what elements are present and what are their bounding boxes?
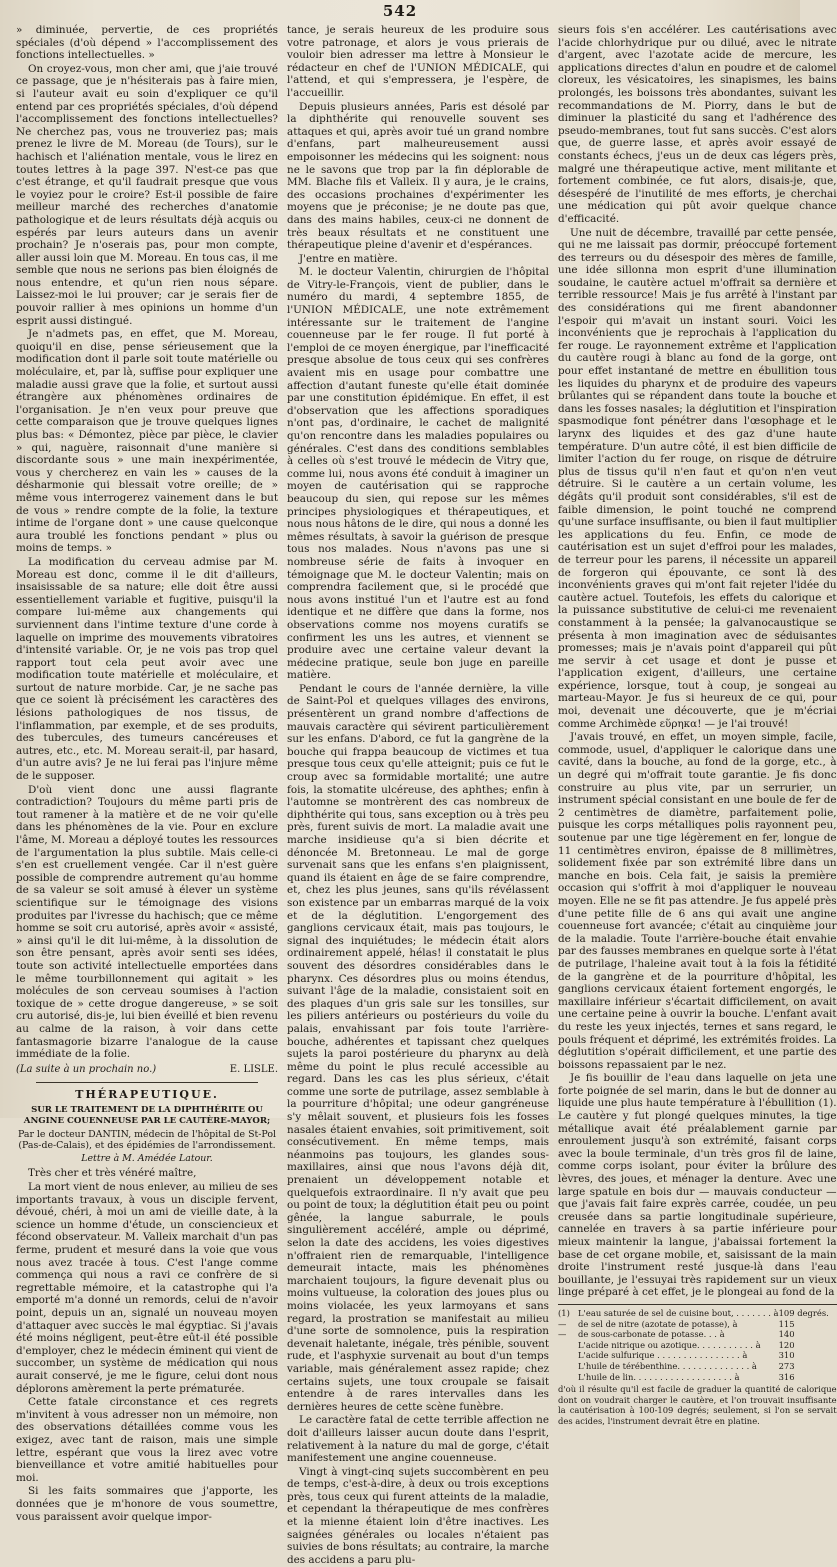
author-name: E. LISLE.	[229, 1063, 278, 1075]
column-3	[558, 24, 837, 1567]
paragraph: J'entre en matière.	[299, 252, 398, 265]
footnote-label: L'acide sulfurique . . . . . . . . . . . . . . . . à	[578, 1350, 748, 1361]
footnote-number	[558, 1340, 578, 1351]
article-title: SUR LE TRAITEMENT DE LA DIPHTHÉRITE OU ANGINE COUENNEUSE PAR LE CAUTÈRE-MAYOR;	[23, 1104, 271, 1126]
paragraph: sieurs fois s'en accélérer. Les cautérisations avec l'acide chlorhydrique pur ou dilué, avec le nitrate d'argent, avec l'azotate acide de mercure, les applications directes d'alun en poudre et de calomel cloreux, les vésicatoires, les sinapismes, les bains prolongés, les boissons très abondantes, suivant les recommandations de M. Piorry, dans le but de diminuer la plasticité du sang et l'adhérence des pseudo-membranes, tout fut sans succès. C'est alors que, de guerre lasse, et après avoir essayé de constants échecs, j'eus un de deux cas légers près, malgré une thérapeutique active, ment militante et fortement combinée, ce fut alors, disais-je, que, désespéré de l'inutilité de mes efforts, je cherchai une médication qui pût avoir quelque chance d'efficacité.	[558, 24, 837, 225]
paragraph: Le caractère fatal de cette terrible affection ne doit d'ailleurs laisser aucun doute dans l'esprit, relativement à la nature du mal de gorge, c'était manifestement une angine couenneuse.	[287, 1414, 549, 1465]
paragraph: tance, je serais heureux de les produire sous votre patronage, et alors je vous prierais de vouloir bien adresser ma lettre à Monsieur le rédacteur en chef de l'UNION MÉDICALE, qui l'attend, et qui s'empressera, je l'espère, de l'accueillir.	[287, 24, 549, 99]
footnote-number	[558, 1361, 578, 1372]
paragraph: Cette fatale circonstance et ces regrets m'invitent à vous adresser non un mémoire, non des observations détaillées comme vous les exigez, avec tant de raison, mais une simple lettre, espérant que vous la lirez avec votre bienveillance et votre amitié habituelles pour moi.	[16, 1396, 278, 1484]
column-1	[16, 24, 278, 1567]
footnote-label: L'huile de térébenthine. . . . . . . . . . . . . . à	[578, 1360, 757, 1371]
footnote-value: 115	[778, 1318, 795, 1329]
paragraph: Si les faits sommaires que j'apporte, les données que je m'honore de vous soumettre, vous paraissent avoir quelque impor-	[16, 1485, 278, 1523]
text-columns	[16, 24, 837, 1566]
footnote-number: —	[558, 1329, 567, 1340]
footnote-value: 140	[778, 1329, 795, 1340]
footnote-value: 109 degrés.	[778, 1307, 829, 1318]
article-byline: Par le docteur DANTIN, médecin de l'hôpital de St-Pol (Pas-de-Calais), et des épidémies de l'arrondissement.	[17, 1128, 277, 1151]
continuation-note: (La suite à un prochain no.)	[16, 1063, 157, 1075]
footnote-row	[558, 1361, 837, 1372]
footnote-number: (1)	[558, 1307, 570, 1318]
paragraph: La modification du cerveau admise par M. Moreau est donc, comme il le dit d'ailleurs, insaisissable de sa nature; elle doit être aussi essentiellement variable et fugitive, puisqu'il la compare lui-même aux changements qui surviennent dans l'intime texture d'une corde à laquelle on imprime des mouvements vibratoires d'intensité variable. Or, je ne vois pas trop quel rapport tout cela peut avoir avec une modification toute matérielle et moléculaire, et surtout de nature morbide. Car, je ne sache pas que ce soient là précisément les caractères des lésions pathologiques de nos tissus, de l'inflammation, par exemple, et de ses produits, des tubercules, des tumeurs cancéreuses et autres, etc., etc. M. Moreau serait-il, par hasard, d'un autre avis? Je ne lui ferai pas l'injure même de le supposer.	[16, 555, 278, 783]
paragraph: M. le docteur Valentin, chirurgien de l'hôpital de Vitry-le-François, vient de publier, dans le numéro du mardi, 4 septembre 1855, de l'UNION MÉDICALE, une note extrêmement intéressante sur le traitement de l'angine couenneuse par le fer rouge. Il fut porté à l'emploi de ce moyen énergique, par l'inefficacité presque absolue de tous ceux qui ses confrères avaient mis en usage pour combattre une affection d'autant funeste qu'elle était dominée par une constitution épidémique. En effet, il est d'observation que les affections sporadiques n'ont pas, d'ordinaire, le cachet de malignité qu'on rencontre dans les maladies populaires ou générales. C'est dans des conditions semblables à celles où s'est trouvé le médecin de Vitry que, comme lui, nous avons été conduit à imaginer un moyen de cautérisation qui se rapproche beaucoup du sien, qui repose sur les mêmes principes physiologiques et thérapeutiques, et nous nous hâtons de le dire, qui nous a donné les mêmes résultats, à savoir la guérison de presque tous nos malades. Nous n'avons pas une si nombreuse série de faits à invoquer en témoignage que M. le docteur Valentin; mais on comprendra facilement que, si le procédé que nous avons institué l'un et l'autre est au fond identique et ne diffère que dans la forme, nos observations comme nos moyens curatifs se confirment les uns les autres, et viennent se produire avec une certaine valeur devant la médecine pratique, seule bon juge en pareille matière.	[287, 266, 549, 682]
paragraph: La mort vient de nous enlever, au milieu de ses importants travaux, à vous un disciple fervent, dévoué, chéri, à moi un ami de vieille date, à la science un homme d'étude, un consciencieux et fécond observateur. M. Valleix marchait d'un pas ferme, prudent et mesuré dans la voie que vous nous avez tracée à tous. C'est l'ange comme commença qui nous a ravi ce confrère de si regrettable mémoire, et la catastrophe qui l'a emporté m'a donné un remords, celui de n'avoir point, depuis un an, signalé un nouveau moyen d'attaquer avec succès le mal égyptiac. Si j'avais été moins négligent, peut-être eût-il été possible d'employer, chez le médecin éminent qui vient de succomber, un système de médication qui nous aurait conservé, je me le figure, celui dont nous déplorons amèrement la perte prématurée.	[16, 1181, 278, 1395]
paragraph: On croyez-vous, mon cher ami, que j'aie trouvé ce passage, que je n'hésiterais pas à faire mien, si l'auteur avait eu soin d'expliquer ce qu'il entend par ces propriétés spéciales, d'où dépend l'accomplissement des fonctions intellectuelles? Ne cherchez pas, vous ne trouveriez pas; mais prenez le livre de M. Moreau (de Tours), sur le hachisch et l'aliénation mentale, vous le lirez en toutes lettres à la page 397. N'est-ce pas que c'est étrange, et qu'il faudrait presque que vous le voyiez pour le croire? Est-il possible de faire meilleur marché des recherches d'anatomie pathologique et de leurs résultats déjà acquis ou espérés par leurs auteurs dans un avenir prochain? Je n'oserais pas, pour mon compte, aller aussi loin que M. Moreau. En tous cas, il me semble que nous ne serions pas bien éloignés de nous entendre, et qu'un rien nous sépare. Laissez-moi le lui prouver; car je serais fier de pouvoir rallier à mes opinions un homme d'un esprit aussi distingué.	[16, 62, 278, 327]
footnote-row	[558, 1350, 837, 1361]
footnote-label: L'acide nitrique ou azotique. . . . . . . . . . . à	[578, 1339, 761, 1350]
footnote-row	[558, 1340, 837, 1351]
section-title: THÉRAPEUTIQUE.	[75, 1088, 219, 1102]
footnote-label: de sel de nitre (azotate de potasse), à	[578, 1318, 738, 1329]
paragraph: Très cher et très vénéré maître,	[28, 1167, 197, 1180]
paragraph: D'où vient donc une aussi flagrante contradiction? Toujours du même parti pris de tout ramener à la matière et de ne voir qu'elle dans les phénomènes de la vie. Pour en exclure l'âme, M. Moreau a déployé toutes les ressources de l'argumentation la plus subtile. Mais celle-ci s'en est cruellement vengée. Car il n'est guère possible de comprendre autrement qu'au homme de sa valeur se soit amusé à élever un système scientifique sur le témoignage des visions produites par l'ivresse du hachisch; que ce même homme se soit cru autorisé, après avoir « assisté, » ainsi qu'il le dit lui-même, à la dissolution de son être pensant, après avoir senti ses idées, toute son activité intellectuelle emportées dans le même tourbillonnement qui agitait » les molécules de son cerveau soumises à l'action toxique de » cette drogue dangereuse, » se soit cru autorisé, dis-je, lui bien éveillé et bien revenu au calme de la raison, à voir dans cette fantasmagorie bizarre l'analogue de la cause immédiate de la folie.	[16, 783, 278, 1061]
footnote-text: d'où il résulte qu'il est facile de graduer la quantité de calorique dont on voudrait charger le cautère, et l'on trouvait insuffisante la cautérisation à 100-109 degrés; seulement, si l'on se servait des acides, l'instrument devrait être en platine.	[558, 1384, 837, 1426]
footnote-number	[558, 1372, 578, 1383]
footnote-number: —	[558, 1318, 567, 1329]
divider	[36, 1082, 258, 1083]
paragraph: Je fis bouillir de l'eau dans laquelle on jeta une forte poignée de sel marin, dans le but de donner au liquide une plus haute température à l'ébullition (1). Le cautère y fut plongé quelques minutes, la tige métallique avait été préalablement garnie par enroulement jusqu'à son extrémité, faisant corps avec la boule terminale, d'un très gros fil de laine, comme corps isolant, pour éviter la brûlure des lèvres, des joues, et ménager la denture. Avec une large spatule en bois dur — mauvais conducteur — que j'avais fait faire exprès carrée, coudée, un peu creusée dans sa partie longitudinale supérieure, cannelée en travers à sa partie inférieure pour mieux maintenir la langue, j'abaissai fortement la base de cet organe mobile, et, saisissant de la main droite l'instrument resté jusque-là dans l'eau bouillante, je l'essuyai très rapidement sur un vieux linge préparé à cet effet, je le plongeai au fond de la	[558, 1072, 837, 1299]
footnote-row	[558, 1308, 837, 1319]
footnote-value: 273	[778, 1360, 795, 1371]
footnote-value: 316	[778, 1371, 795, 1382]
paragraph: Je n'admets pas, en effet, que M. Moreau, quoiqu'il en dise, pense sérieusement que la modification dont il parle soit toute matérielle ou moléculaire, et, par là, suffise pour expliquer une maladie aussi grave que la folie, et surtout aussi étrangère aux phénomènes ordinaires de l'organisation. Je n'en veux pour preuve que cette comparaison que je trouve quelques lignes plus bas: « Démontez, pièce par pièce, le clavier » qui, naguère, raisonnait d'une manière si discordante sous » une main inexpérimentée, vous y chercherez en vain les » causes de la désharmonie qui blessait votre oreille; de » même vous interrogerez vainement dans le but de vous » rendre compte de la folie, la texture intime de l'organe dont » une cause quelconque aura troublé les fonctions pendant » plus ou moins de temps. »	[16, 328, 278, 555]
footnote-label: de sous-carbonate de potasse. . . à	[578, 1329, 725, 1340]
footnote-row	[558, 1329, 837, 1340]
footnote-label: L'huile de lin. . . . . . . . . . . . . . . . . . . à	[578, 1371, 740, 1382]
footnote-value: 120	[778, 1339, 795, 1350]
paragraph: Depuis plusieurs années, Paris est désolé par la diphthérite qui renouvelle souvent ses attaques et qui, après avoir tué un grand nombre d'enfans, part malheureusement aussi empoisonner les médecins qui les soignent: nous ne le savons que trop par la fin déplorable de MM. Blache fils et Valleix. Il y aura, je le crains, des occasions prochaines d'expérimenter les moyens que je préconise; je ne doute pas que, dans des mains habiles, ceux-ci ne donnent de très beaux résultats et ne constituent une thérapeutique pleine d'avenir et d'espérances.	[287, 100, 549, 252]
paragraph: » diminuée, pervertie, de ces propriétés spéciales (d'où dépend » l'accomplissement des fonctions intellectuelles. »	[16, 24, 278, 62]
footnotes	[558, 1304, 837, 1427]
paragraph: Une nuit de décembre, travaillé par cette pensée, qui ne me laissait pas dormir, préoccupé fortement des terreurs ou du désespoir des mères de famille, une idée sillonna mon esprit d'une illumination soudaine, le cautère actuel m'offrait sa dernière et terrible ressource! Mais je fus arrêté à l'instant par des considérations qui me firent abandonner l'espoir qui m'avait un instant souri. Voici les inconvénients que je reprochais à l'application du fer rouge. Le rayonnement extrême et l'application du cautère rougi à blanc au fond de la gorge, ont pour effet instantané de mettre en ébullition tous les liquides du pharynx et de produire des vapeurs brûlantes qui se répandent dans toute la bouche et dans les fosses nasales; la déglutition et l'inspiration spasmodique font pénétrer dans l'œsophage et le larynx des liquides et des gaz d'une haute température. D'un autre côté, il est bien difficile de limiter l'action du fer rouge, on risque de détruire plus de tissus qu'il n'en faut et qu'on n'en veut détruire. Si le cautère a un certain volume, les dégâts qu'il produit sont considérables, s'il est de faible dimension, le point touché ne comprend qu'une surface insuffisante, ou bien il faut multiplier les applications du feu. Enfin, ce mode de cautérisation est un sujet d'effroi pour les malades, de terreur pour les parens, il nécessite un appareil de forgeron qui épouvante, ce sont là des inconvénients graves qui m'ont fait rejeter l'idée du cautère actuel. Toutefois, les effets du calorique et la puissance substitutive de celui-ci me revenaient constamment à la pensée; la galvanocaustique se présenta à mon imagination avec de séduisantes promesses; mais je n'avais point d'appareil qui pût me servir à cet usage et dont je pusse et l'application exigent, d'ailleurs, une certaine expérience, lorsque, tout à coup, je songeai au marteau-Mayor. Je fus si heureux de ce qui, pour moi, devenait une découverte, que je m'écriai comme Archimède εὕρηκα! — je l'ai trouvé!	[558, 226, 837, 730]
paragraph: Pendant le cours de l'année dernière, la ville de Saint-Pol et quelques villages des environs, présentèrent un grand nombre d'affections de mauvais caractère qui sévirent particulièrement sur les enfans. D'abord, ce fut la gangrène de la bouche qui frappa beaucoup de victimes et tua presque tous ceux qu'elle atteignit; puis ce fut le croup avec sa formidable mortalité; une autre fois, la stomatite ulcéreuse, des aphthes; enfin à l'automne se montrèrent des cas nombreux de diphthérite qui tous, sans exception ou à très peu près, furent suivis de mort. La maladie avait une marche insidieuse qu'a si bien décrite et dénoncée M. Bretonneau. Le mal de gorge survenait sans que les enfans s'en plaignissent, quand ils étaient en âge de se faire comprendre, et, chez les plus jeunes, sans qu'ils révélassent son existence par un embarras marqué de la voix et de la déglutition. L'engorgement des ganglions cervicaux était, mais pas toujours, le signal des inquiétudes; le médecin était alors ordinairement appelé, hélas! il constatait le plus souvent des désordres considérables dans le pharynx. Ces désordres plus ou moins étendus, suivant l'âge de la maladie, consistaient soit en des plaques d'un gris sale sur les tonsilles, sur les piliers antérieurs ou postérieurs du voile du palais, envahissant par fois toute l'arrière-bouche, adhérentes et tapissant chez quelques sujets la paroi postérieure du pharynx au delà même du point le plus reculé accessible au regard. Dans les cas les plus sérieux, c'était comme une sorte de putrilage, assez semblable à la pourriture d'hôpital; une odeur gangréneuse s'y mêlait souvent, et plusieurs fois les fosses nasales étaient envahies, soit primitivement, soit consécutivement. En même temps, mais néanmoins pas toujours, les glandes sous-maxillaires, ainsi que nous l'avons déjà dit, prenaient un développement notable et quelquefois extraordinaire. Il n'y avait que peu ou point de toux; la déglutition était peu ou point gênée, la langue saburrale, le pouls singulièrement accéléré, ample ou déprimé, selon la date des accidens, les voies digestives n'offraient rien de remarquable, l'intelligence demeurait intacte, mais les phénomènes marchaient toujours, la figure devenait plus ou moins vultueuse, la coloration des joues plus ou moins violacée, les yeux larmoyans et sans regard, la prostration se manifestait au milieu d'une sorte de somnolence, puis la respiration devenait haletante, inégale, très pénible, souvent rude, et l'asphyxie survenait au bout d'un temps variable, mais généralement assez rapide; chez certains sujets, une toux croupale se faisait entendre à de rares intervalles dans les dernières heures de cette scène funèbre.	[287, 682, 549, 1413]
page-number: 542	[382, 2, 418, 20]
article-signature	[16, 1064, 278, 1077]
paragraph: J'avais trouvé, en effet, un moyen simple, facile, commode, usuel, d'appliquer le calorique dans une cavité, dans la bouche, au fond de la gorge, etc., à un degré qui m'offrait toute garantie. Je fis donc construire au plus vite, par un serrurier, un instrument spécial consistant en une boule de fer de 2 centimètres de diamètre, parfaitement polie, puisque les corps métalliques polis rayonnent peu, soutenue par une tige légèrement en fer, longue de 11 centimètres environ, épaisse de 8 millimètres, solidement fixée par son extrémité libre dans un manche en bois. Cela fait, je saisis la première occasion qui s'offrit à moi d'appliquer le nouveau moyen. Elle ne se fit pas attendre. Je fus appelé près d'une petite fille de 6 ans qui avait une angine couenneuse fort avancée; c'était au cinquième jour de la maladie. Toute l'arrière-bouche était envahie par des fausses membranes en quelque sorte à l'état de putrilage, l'haleine avait tout à la fois la fétidité de la gangrène et de la pourriture d'hôpital, les ganglions cervicaux étaient fortement engorgés, le maxillaire inférieur s'écartait difficilement, on avait une certaine peine à ouvrir la bouche. L'enfant avait du reste les yeux injectés, ternes et sans regard, le pouls fréquent et déprimé, les extrémités froides. La déglutition s'opérait difficilement, et une partie des boissons repassaient par le nez.	[558, 731, 837, 1071]
footnote-row	[558, 1319, 837, 1330]
footnote-row	[558, 1372, 837, 1383]
paragraph: Vingt à vingt-cinq sujets succombèrent en peu de temps, c'est-à-dire, à deux ou trois exceptions près, tous ceux qui furent atteints de la maladie, et cependant la thérapeutique de mes confrères et la mienne étaient loin d'être inactives. Les saignées générales ou locales n'étaient pas suivies de bons résultats; au contraire, la marche des accidens a paru plu-	[287, 1465, 549, 1566]
footnote-number	[558, 1350, 578, 1361]
footnote-label: L'eau saturée de sel de cuisine bout, . . . . . . . à	[578, 1307, 779, 1318]
column-2	[287, 24, 549, 1567]
footnote-value: 310	[778, 1350, 795, 1361]
letter-heading: Lettre à M. Amédée Latour.	[81, 1152, 213, 1164]
